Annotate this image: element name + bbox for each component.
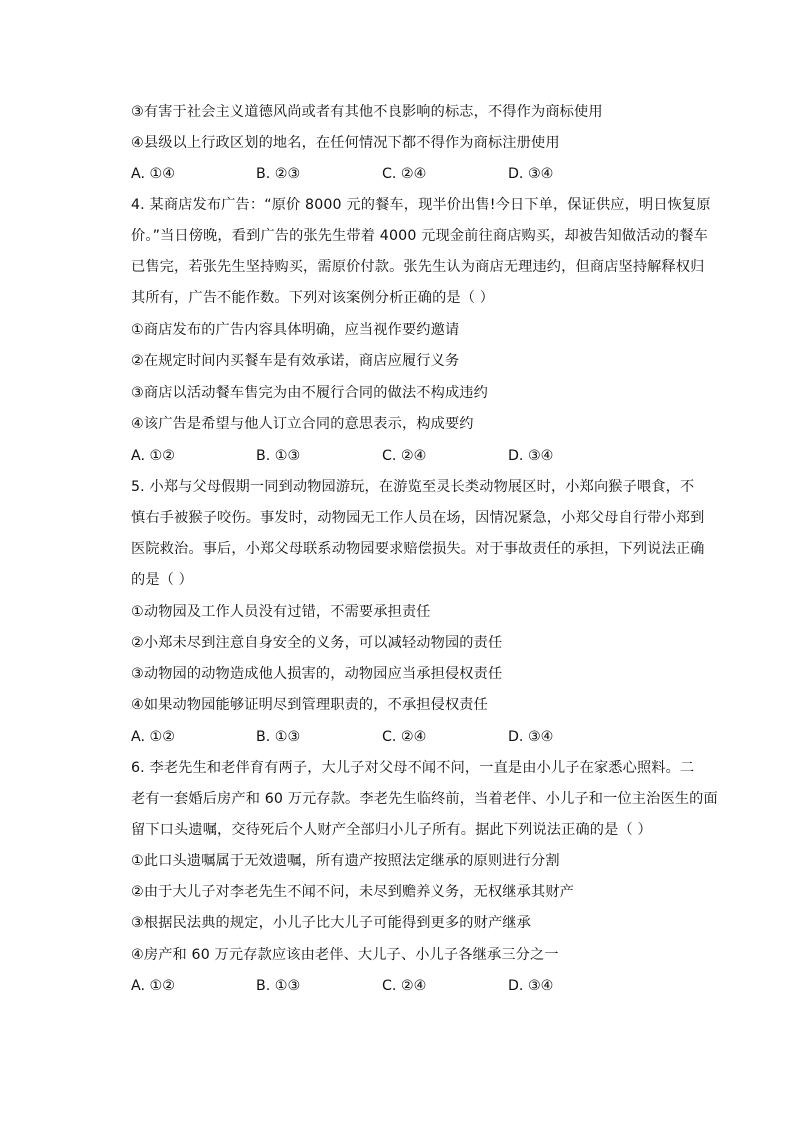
q5-stem-line-1: 5. 小郑与父母假期一同到动物园游玩，在游览至灵长类动物展区时，小郑向猴子喂食，不	[131, 479, 695, 495]
option-a: A. ①②	[131, 978, 175, 994]
option-b: B. ①③	[256, 729, 301, 745]
option-a: A. ①②	[131, 729, 175, 745]
q6-options	[131, 976, 691, 996]
q5-stem-line-3: 医院救治。事后，小郑父母联系动物园要求赔偿损失。对于事故责任的承担，下列说法正确	[131, 541, 705, 557]
q4-item-4: ④该广告是希望与他人订立合同的意思表示，构成要约	[131, 416, 474, 432]
option-c: C. ②④	[382, 729, 427, 745]
pre-item-4: ④县级以上行政区划的地名，在任何情况下都不得作为商标注册使用	[131, 135, 560, 151]
q6-stem-line-1: 6. 李老先生和老伴育有两子，大儿子对父母不闻不问，一直是由小儿子在家悉心照料。二	[131, 760, 695, 776]
q5-item-2: ②小郑未尽到注意自身安全的义务，可以减轻动物园的责任	[131, 635, 503, 651]
q5-item-4: ④如果动物园能够证明尽到管理职责的，不承担侵权责任	[131, 697, 488, 713]
option-b: B. ①③	[256, 448, 301, 464]
option-b: B. ①③	[256, 978, 301, 994]
option-d: D. ③④	[508, 978, 554, 994]
option-c: C. ②④	[382, 448, 427, 464]
option-c: C. ②④	[382, 166, 427, 182]
q5-item-3: ③动物园的动物造成他人损害的，动物园应当承担侵权责任	[131, 666, 503, 682]
q4-stem-line-4: 其所有，广告不能作数。下列对该案例分析正确的是（ ）	[131, 290, 495, 306]
option-a: A. ①②	[131, 448, 175, 464]
q5-options	[131, 727, 691, 747]
q6-item-2: ②由于大儿子对李老先生不闻不问，未尽到赡养义务，无权继承其财产	[131, 884, 574, 900]
pre-options	[131, 164, 691, 184]
q6-item-1: ①此口头遗嘱属于无效遗嘱，所有遗产按照法定继承的原则进行分割	[131, 853, 560, 869]
q6-stem-line-2: 老有一套婚后房产和 60 万元存款。李老先生临终前，当着老伴、小儿子和一位主治医生的面	[131, 791, 718, 807]
q5-item-1: ①动物园及工作人员没有过错，不需要承担责任	[131, 604, 431, 620]
q4-item-3: ③商店以活动餐车售完为由不履行合同的做法不构成违约	[131, 385, 488, 401]
option-a: A. ①④	[131, 166, 175, 182]
pre-item-3: ③有害于社会主义道德风尚或者有其他不良影响的标志，不得作为商标使用	[131, 104, 603, 120]
q6-item-4: ④房产和 60 万元存款应该由老伴、大儿子、小儿子各继承三分之一	[131, 947, 559, 963]
q4-item-2: ②在规定时间内买餐车是有效承诺，商店应履行义务	[131, 353, 460, 369]
q4-item-1: ①商店发布的广告内容具体明确，应当视作要约邀请	[131, 322, 460, 338]
q5-stem-line-2: 慎右手被猴子咬伤。事发时，动物园无工作人员在场，因情况紧急，小郑父母自行带小郑到	[131, 510, 705, 526]
option-c: C. ②④	[382, 978, 427, 994]
q6-item-3: ③根据民法典的规定，小儿子比大儿子可能得到更多的财产继承	[131, 915, 531, 931]
q4-stem-line-1: 4. 某商店发布广告：“原价 8000 元的餐车，现半价出售!今日下单，保证供应，明日恢复原	[131, 197, 711, 213]
q6-stem-line-3: 留下口头遗嘱，交待死后个人财产全部归小儿子所有。据此下列说法正确的是（ ）	[131, 822, 652, 838]
q4-options	[131, 446, 691, 466]
q4-stem-line-2: 价。”当日傍晚，看到广告的张先生带着 4000 元现金前往商店购买，却被告知做活动的餐车	[131, 228, 708, 244]
option-b: B. ②③	[256, 166, 301, 182]
q5-stem-line-4: 的是（ ）	[131, 572, 194, 588]
option-d: D. ③④	[508, 448, 554, 464]
q4-stem-line-3: 已售完，若张先生坚持购买，需原价付款。张先生认为商店无理违约，但商店坚持解释权归	[131, 259, 705, 275]
option-d: D. ③④	[508, 729, 554, 745]
option-d: D. ③④	[508, 166, 554, 182]
